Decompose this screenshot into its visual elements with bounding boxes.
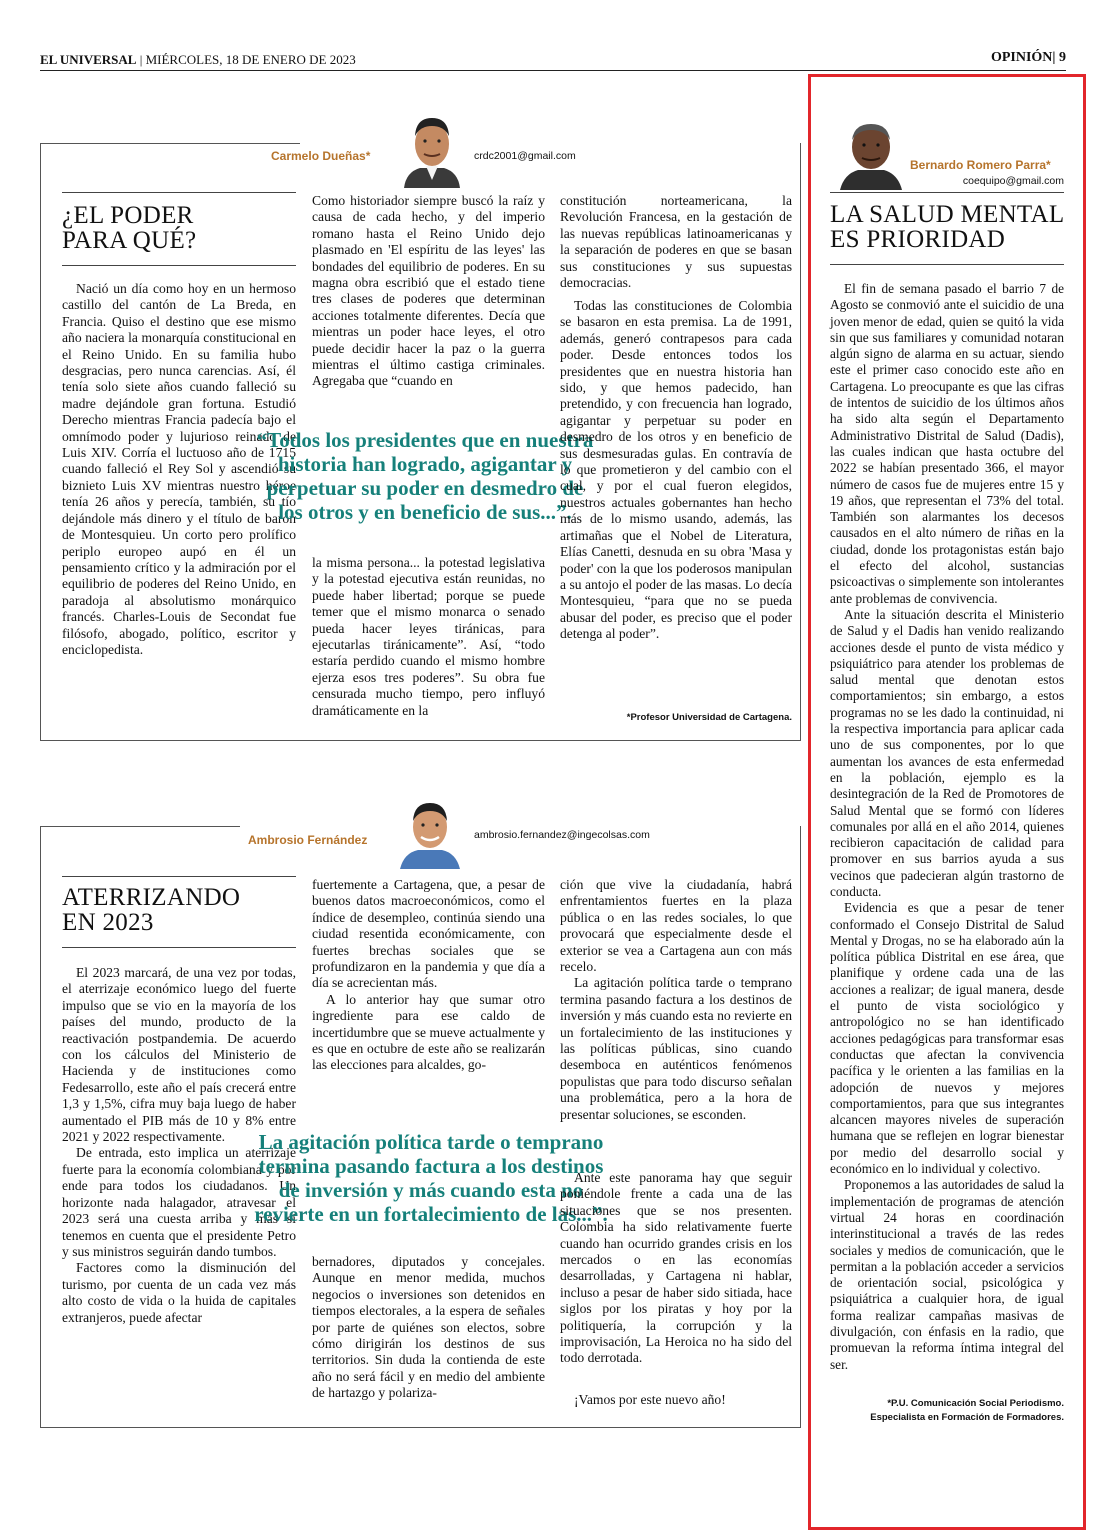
paragraph: Ante este panorama hay que seguir poniéndole frente a cada una de las situaciones que se nos presenten. Colombia ha sido relativamente fuerte cuando han ocurrido grandes crisis en los mercados o en las economías desarrolladas, y Cartagena ni hablar, incluso a pesar de haber sido sitiada, hace siglos por los piratas y hoy por la politiquería, la corrupción y la improvisación, La Heroica no ha sido del todo derrotada. xyxy=(560,1170,792,1366)
paragraph: Como historiador siempre buscó la raíz y causa de cada hecho, y del imperio romano hasta el Reino Unido dejo plasmado en 'El espíritu de las leyes' las bondades del equilibrio de poderes. En su magna obra escribió que el estado tiene tres clases de poderes que determinan acciones totalmente diferentes. Decía que mientras un poder hace leyes, el otro puede decidir hacer la paz o la guerra mientras el último castiga criminales. Agregaba que “cuando en xyxy=(312,193,545,389)
section-name: OPINIÓN xyxy=(990,50,1053,65)
article-column-3a xyxy=(560,193,792,291)
article-column-2b xyxy=(312,555,545,725)
article-title xyxy=(830,202,1070,252)
title-rule xyxy=(62,265,296,266)
article-column-3a xyxy=(560,877,792,1167)
header-separator: | xyxy=(139,52,143,67)
article-title xyxy=(62,203,296,253)
paragraph: Ante la situación descrita el Ministerio de Salud y el Dadis han venido realizando acciones desde el punto de vista médico y psiquiátrico para atender los problemas de salud mental que denotan estos comportamientos; sin embargo, a estos programas no se les dado la continuidad, ni la respectiva importancia para aplicar cada uno de sus componentes, por lo que aumentan los avances de esta enfermedad en la población, ejemplo es la desintegración de la Red de Promotores de Salud Mental que se formó con líderes comunales por allá en el año 2014, quienes recibieron capacitación de calidad para promover en sus barrios ayuda a sus vecinos que padecieran algún trastorno de conducta. xyxy=(830,606,1064,899)
issue-date: MIÉRCOLES, 18 DE ENERO DE 2023 xyxy=(145,52,356,67)
author-email: crdc2001@gmail.com xyxy=(474,150,576,162)
author-credential: *P.U. Comunicación Social Periodismo. xyxy=(887,1398,1064,1409)
author-name: Ambrosio Fernández xyxy=(248,833,368,847)
author-email: coequipo@gmail.com xyxy=(962,175,1064,187)
article-column-3b xyxy=(560,1170,792,1392)
paragraph: De entrada, esto implica un aterrizaje fuerte para la economía colombiana y por ende para todos los ciudadanos. Un horizonte nada halagador, atravesar el 2023 será una cuesta arriba y más si tenemos en cuenta que el presidente Petro y sus ministros seguirán dando tumbos. xyxy=(62,1145,296,1259)
author-photo xyxy=(834,112,908,190)
article-column-2a xyxy=(312,877,545,1117)
author-credential: *Profesor Universidad de Cartagena. xyxy=(626,712,792,723)
page-header-right: OPINIÓN| 9 xyxy=(990,50,1066,65)
title-rule xyxy=(62,876,296,877)
title-line-2: ES PRIORIDAD xyxy=(830,226,1006,253)
author-photo xyxy=(396,106,468,188)
paragraph: Evidencia es que a pesar de tener conformado el Consejo Distrital de Salud Mental y Drogas, no se ha elaborado aún la política pública Distrital en ese área, que planifique y ordene cada una de las acciones a realizar; de igual manera, desde el punto de vista sociológico y antropológico no se han identificado acciones pedagógicas para transformar esas conductas que afectan la convivencia pacífica y le orienten a las familias en la adopción de nuevos y mejores comportamientos, para que sus integrantes alcancen mayores niveles de superación humana que se reflejen en lograr bienestar por medio del desarrollo social y económico en lo individual y colectivo. xyxy=(830,900,1064,1177)
paragraph: la misma persona... la potestad legislativa y la potestad ejecutiva están reunidas, no puede haber libertad; porque se puede temer que el mismo monarca o senado pueda hacer leyes tiránicas, para ejecutarlas tiránicamente”. Así, “todo estaría perdido cuando el mismo hombre ejerza esos tres poderes”. Su obra fue censurada mucho tiempo, pero influyó dramáticamente en la xyxy=(312,555,545,718)
newspaper-name: EL UNIVERSAL xyxy=(40,52,137,67)
paragraph: El 2023 marcará, de una vez por todas, el aterrizaje económico luego del fuerte impulso que se vio en la mayoría de los países del mundo, producto de la reactivación postpandemia. De acuerdo con los cálculos del Ministerio de Hacienda y de instituciones como Fedesarrollo, este año el país crecerá entre 1,3 y 1,5%, cifra muy baja luego de haber aumentado el PIB más de 10 y 8% entre 2021 y 2022 respectivamente. xyxy=(62,965,296,1145)
paragraph: Todas las constituciones de Colombia se basaron en esta premisa. La de 1991, además, generó contrapesos para cada poder. Desde entonces todos los presidentes que en nuestra historia han sido, y que hemos padecido, han pretendido, y con frecuencia han logrado, agigantar y perpetuar su poder en desmedro de los otros y en beneficio de sus desmesuradas gulas. En contravía de lo que prometieron y del cambio con el cual, y por el cual fueron elegidos, nuestros actuales gobernantes han hecho más de lo mismo usando, además, las artimañas que el Nobel de Literatura, Elías Canetti, desnuda en su obra 'Masa y poder' con la que los poderosos manipulan a su antojo el poder de las masas. Lo decía Montesquieu, “para que no se pueda abusar del poder, es preciso que el poder detenga al poder”. xyxy=(560,298,792,642)
article-column-2b xyxy=(312,1254,545,1409)
title-line-1: ¿EL PODER xyxy=(62,202,194,229)
pull-quote: “Todos los presidentes que en nuestra historia han logrado, agigantar y perpetuar su poder en desmedro de los otros y en beneficio de sus...”. xyxy=(256,428,594,524)
article-column-3c xyxy=(560,1392,792,1410)
page-number: 9 xyxy=(1059,50,1066,65)
paragraph: A lo anterior hay que sumar otro ingrediente para ese caldo de incertidumbre que se mueve actualmente y es que en octubre de este año se realizarán las elecciones para alcaldes, go- xyxy=(312,991,545,1073)
title-line-2: PARA QUÉ? xyxy=(62,227,197,254)
article-title xyxy=(62,885,296,935)
paragraph: Proponemos a las autoridades de salud la implementación de programas de atención virtual 24 horas en coordinación interinstitucional a través de las redes sociales y medios de comunicación, que le permitan a la población acceder a servicios de orientación social, psicológica y psiquiátrica a cualquier hora, de igual forma realizar campañas masivas de divulgación, con énfasis en la radio, que promuevan la reforma íntima integral del ser. xyxy=(830,1177,1064,1372)
title-line-1: ATERRIZANDO xyxy=(62,884,241,911)
article-column-2a xyxy=(312,193,545,409)
title-line-2: EN 2023 xyxy=(62,909,154,936)
paragraph: Nació un día como hoy en un hermoso castillo del cantón de La Breda, en Francia. Quiso el destino que ese mismo año naciera la monarquía constitucional en el Reino Unido. En su familia hubo desgracias, pero nunca carencias. Así, él tenía solo siete años cuando falleció su madre dejándole gran fortuna. Estudió Derecho mientras Francia padecía bajo el omnímodo poder y lujurioso reinado de Luis XIV. Corría el luctuoso año de 1715 cuando falleció el Rey Sol y ascendió su biznieto Luis XV mientras nuestro héroe tenía 26 años y perecía, también, su tío dejándole más dinero y el título de barón de Montesquieu. Un corto pero prolífico periplo europeo aupó en él un pensamiento crítico y la admiración por el equilibrio de poderes del Reino Unido, en paradoja al absolutismo monárquico francés. Charles-Louis de Secondat fue filósofo, abogado, político, escritor y enciclopedista. xyxy=(62,281,296,657)
paragraph: ¡Vamos por este nuevo año! xyxy=(574,1392,726,1407)
header-rule xyxy=(40,70,1066,71)
paragraph: Factores como la disminución del turismo, por cuenta de un cada vez más alto costo de vida o la huida de capitales extranjeros, puede afectar xyxy=(62,1260,296,1325)
author-name: Carmelo Dueñas* xyxy=(271,149,371,163)
author-photo xyxy=(394,793,466,869)
title-rule xyxy=(830,264,1064,265)
title-rule xyxy=(62,947,296,948)
paragraph: ción que vive la ciudadanía, habrá enfrentamientos fuertes en la plaza pública o en las redes sociales, lo que provocará que especialmente desde el exterior se vea a Cartagena aun con más recelo. xyxy=(560,877,792,975)
paragraph: constitución norteamericana, la Revolución Francesa, en la gestación de las nuevas repúblicas latinoamericanas y la separación de poderes en que se basan sus constituciones y sus supuestas democracias. xyxy=(560,193,792,291)
article-column-3b xyxy=(560,298,792,708)
title-rule xyxy=(62,192,296,193)
paragraph: La agitación política tarde o temprano termina pasando factura a los destinos de inversión y más cuando esta no revierte en un fortalecimiento de las instituciones y las políticas públicas, sino cuando desemboca en auténticos fenómenos populistas que para todo discurso señalan una problemática, pero a la hora de presentar soluciones, se esconden. xyxy=(560,975,792,1122)
author-name: Bernardo Romero Parra* xyxy=(910,158,1051,172)
paragraph: El fin de semana pasado el barrio 7 de Agosto se conmovió ante el suicidio de una joven menor de edad, quien se quitó la vida sin que sus familiares y comunidad notaran algún signo de alarma en su actuar, siendo este el primer caso conocido este año en Cartagena. Lo preocupante es que las cifras de intentos de suicidio de los últimos años ha sido alta según el Departamento Administrativo Distrital de Salud (Dadis), las cuales indican que hasta octubre del 2022 se habían presentado 366, el mayor número de casos fue de mujeres entre 15 y 19 años, que representan el 73% del total. También son alarmantes los decesos causados en el alto número de riñas en la ciudad, donde los protagonistas están bajo el efecto del alcohol, sustancias psicoactivas o simplemente son intolerantes ante problemas de convivencia. xyxy=(830,281,1064,606)
author-email: ambrosio.fernandez@ingecolsas.com xyxy=(474,829,650,841)
page-header-left xyxy=(40,52,356,68)
title-line-1: LA SALUD MENTAL xyxy=(830,201,1065,228)
title-rule xyxy=(830,192,1064,193)
author-credential: Especialista en Formación de Formadores. xyxy=(870,1412,1064,1423)
paragraph: bernadores, diputados y concejales. Aunque en menor medida, muchos negocios o inversiones son detenidos en tiempos electorales, a la espera de señales por parte de quiénes son electos, sobre cómo dirigirán los destinos de sus territorios. Sin duda la contienda de este año no será fácil y en medio del ambiente de hartazgo y polariza- xyxy=(312,1254,545,1401)
pull-quote: La agitación política tarde o temprano termina pasando factura a los destinos de inversión y más cuando esta no revierte en un fortalecimiento de las...”. xyxy=(254,1130,608,1226)
article-column xyxy=(830,281,1064,1391)
paragraph: fuertemente a Cartagena, que, a pesar de buenos datos macroeconómicos, como el índice de desempleo, continúa siendo una ciudad resentida económicamente, con fuertes brechas sociales que se profundizaron en la pandemia y que día a día se acrecientan más. xyxy=(312,877,545,991)
